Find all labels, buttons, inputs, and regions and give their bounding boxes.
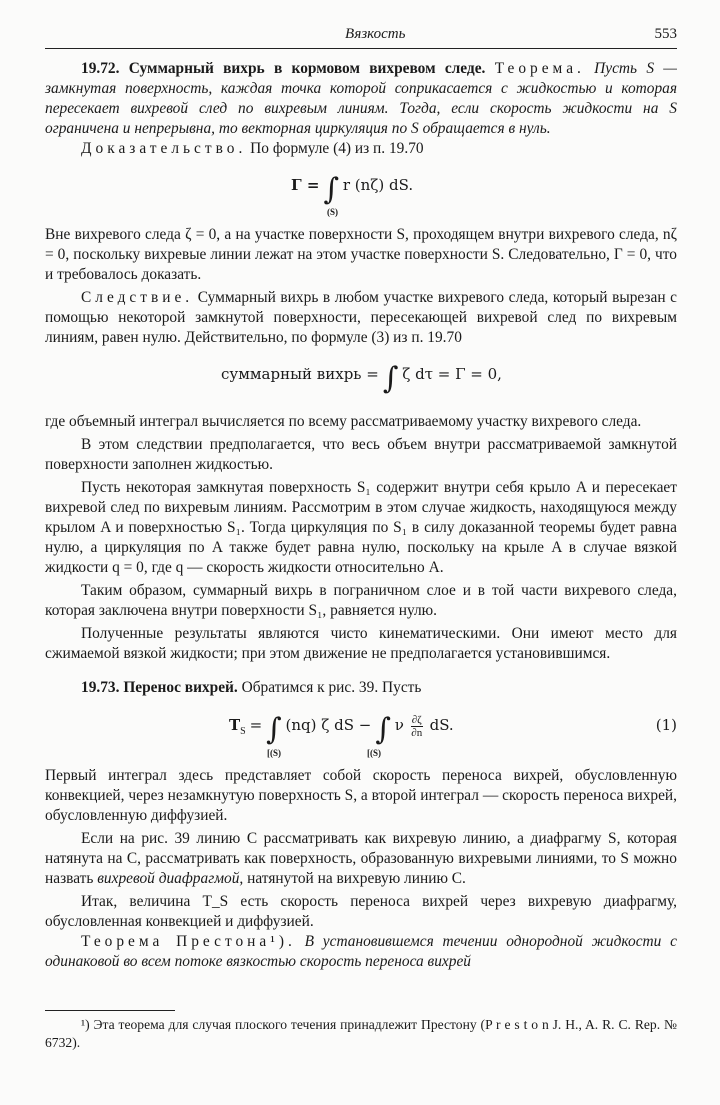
- preston-theorem: [45, 932, 677, 972]
- paragraph-outside-wake: Вне вихревого следа ζ = 0, а на участке поверхности S, проходящем внутри вихревого следа, nζ = 0, поскольку вихревые линии лежат на этом участке поверхности S. Следовательно, Γ = 0, что и требовалось доказать.: [45, 226, 677, 283]
- diaphragm-text-b: натянутой на вихревую линию C.: [247, 870, 466, 887]
- integral-subscript-1: [(S): [267, 748, 281, 758]
- formula-term-diffusion: dS.: [429, 716, 454, 735]
- page-number: 553: [654, 26, 677, 42]
- formula-lhs: суммарный вихрь =: [221, 365, 379, 383]
- paragraph-assumption: В этом следствии предполагается, что весь объем внутри рассматриваемой замкнутой поверхности заполнен жидкостью.: [45, 436, 677, 473]
- integral-sign: ∫: [375, 712, 391, 748]
- integral-sign: ∫: [323, 172, 339, 207]
- section-heading-1973: 19.73. Перенос вихрей.: [81, 679, 238, 696]
- formula-equals: =: [249, 716, 263, 735]
- formula-lhs: Γ =: [291, 176, 320, 194]
- proof-label: Доказательство.: [81, 140, 247, 157]
- section-heading-1972: 19.72. Суммарный вихрь в кормовом вихревом следе.: [81, 60, 486, 77]
- integral-sign: ∫: [382, 361, 399, 396]
- footnote-text: ¹) Эта теорема для случая плоского течения принадлежит Престону (P r e s t o n J. H., A. R. C. Rep. № 6732).: [45, 1017, 677, 1050]
- header-rule: [45, 48, 677, 49]
- formula-transport-rate: [45, 702, 677, 762]
- section-1973-intro: [45, 678, 677, 698]
- proof-paragraph: [45, 139, 677, 159]
- formula-term-convection: (nq) ζ dS −: [285, 716, 372, 735]
- running-title: Вязкость: [345, 26, 406, 42]
- formula-total-vorticity: [45, 352, 677, 408]
- formula-rhs: r (nζ) dS.: [342, 176, 414, 194]
- footnote: [45, 1016, 677, 1052]
- paragraph-diaphragm: [45, 829, 677, 889]
- intro-text: Обратимся к рис. 39. Пусть: [241, 679, 422, 696]
- paragraph-transport-rate: Итак, величина T_S есть скорость переноса вихрей через вихревую диафрагму, обусловленная конвекцией и диффузией.: [45, 893, 677, 930]
- diaphragm-term: вихревой диафрагмой,: [97, 870, 244, 887]
- formula-lhs-subscript: S: [240, 726, 246, 738]
- paragraph-volume-integral: где объемный интеграл вычисляется по всему рассматриваемому участку вихревого следа.: [45, 413, 642, 430]
- page: [45, 26, 677, 972]
- paragraph-first-integral: Первый интеграл здесь представляет собой скорость переноса вихрей, обусловленную конвекцией, через незамкнутую поверхность S, а второй интеграл — скорость переноса вихрей, обусловленную диффузией.: [45, 767, 677, 824]
- formula-nu: ν: [394, 716, 404, 735]
- corollary-label: Следствие.: [81, 289, 194, 306]
- corollary-paragraph: [45, 288, 677, 348]
- equation-number: (1): [655, 716, 677, 734]
- fraction: [411, 714, 423, 739]
- fraction-denominator: ∂n: [411, 727, 423, 739]
- theorem-label: Теорема.: [494, 60, 585, 77]
- paragraph-kinematic: Полученные результаты являются чисто кинематическими. Они имеют место для сжимаемой вязкой жидкости; при этом движение не предполагается установившимся.: [45, 625, 677, 662]
- preston-theorem-text: В установившемся течении однородной жидкости с одинаковой во всем потоке вязкостью скорость переноса вихрей: [45, 933, 677, 970]
- paragraph-wing: Пусть некоторая замкнутая поверхность S₁ содержит внутри себя крыло A и пересекает вихревой след по вихревым линиям. Рассмотрим в этом случае жидкость, находящуюся между крылом A и поверхностью S₁. Тогда циркуляция по S₁ в силу доказанной теоремы будет равна нулю, а циркуляция по A также будет равна нулю, поскольку на крыле A в случае вязкой жидкости q = 0, где q — скорость жидкости относительно A.: [45, 479, 677, 576]
- footnote-rule: [45, 1010, 175, 1011]
- formula-lhs: T: [229, 716, 241, 735]
- formula-rhs: ζ dτ = Γ = 0,: [402, 365, 502, 383]
- formula-circulation: [45, 163, 677, 221]
- diaphragm-text-a: Если на рис. 39 линию C рассматривать как вихревую линию, а диафрагму S, которая натянута на C, рассматривать как поверхность, образованную вихревыми линиями, то S можно назвать: [45, 830, 677, 887]
- proof-text: По формуле (4) из п. 19.70: [250, 140, 424, 157]
- theorem-text: Пусть S — замкнутая поверхность, каждая точка которой соприкасается с жидкостью и которая пересекает вихревой след по вихревым линиям. Тогда, если скорость жидкости на S ограничена и непрерывна, то векторная циркуляция по S обращается в нуль.: [45, 60, 677, 137]
- paragraph-boundary-layer: Таким образом, суммарный вихрь в пограничном слое и в той части вихревого следа, которая заключена внутри поверхности S₁, равняется нулю.: [45, 582, 677, 619]
- corollary-text: Суммарный вихрь в любом участке вихревого следа, который вырезан с помощью некоторой замкнутой поверхности, пересекающей вихревой след по вихревым линиям, равен нулю. Действительно, по формуле (3) из п. 19.70: [45, 289, 677, 346]
- integral-subscript-2: [(S): [367, 748, 381, 758]
- integral-subscript: (S): [327, 207, 338, 217]
- running-header: [45, 26, 677, 48]
- integral-sign: ∫: [266, 712, 282, 748]
- theorem-1972: [45, 59, 677, 139]
- preston-theorem-label: Теорема Престона¹).: [81, 933, 296, 950]
- fraction-numerator: ∂ζ: [411, 714, 422, 726]
